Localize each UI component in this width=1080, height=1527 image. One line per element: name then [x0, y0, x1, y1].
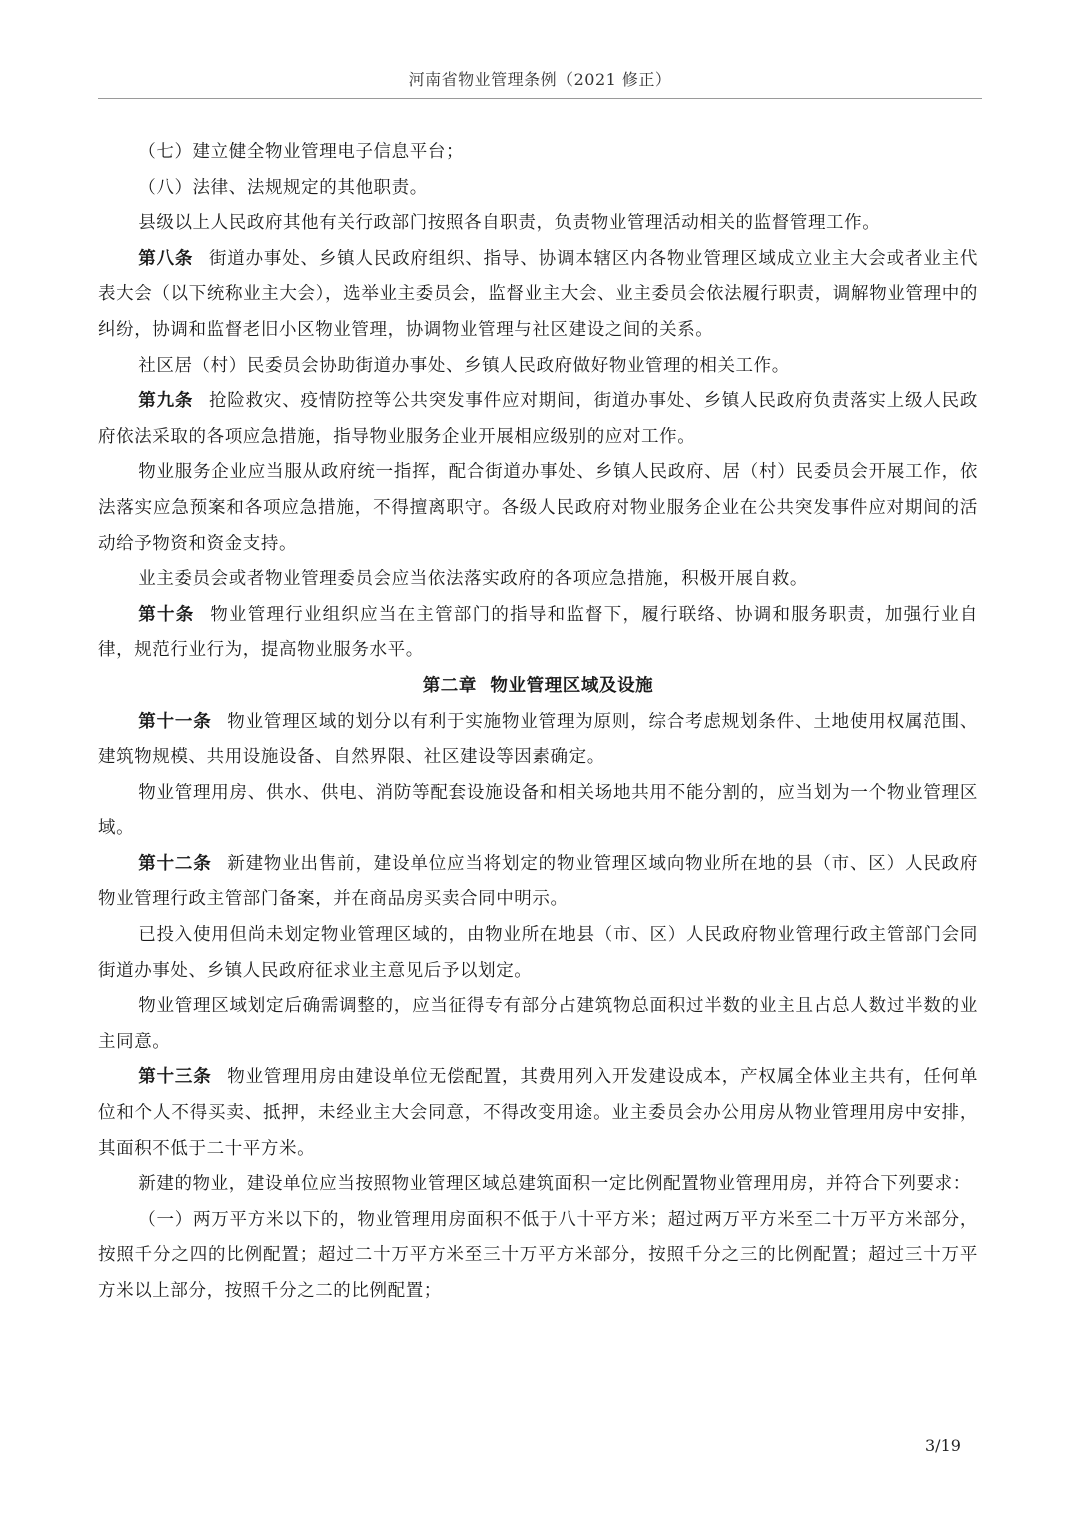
document-body	[98, 135, 978, 1310]
paragraph: 业主委员会或者物业管理委员会应当依法落实政府的各项应急措施，积极开展自救。	[138, 569, 808, 590]
paragraph: 已投入使用但尚未划定物业管理区域的，由物业所在地县（市、区）人民政府物业管理行政主管部门会同街道办事处、乡镇人民政府征求业主意见后予以划定。	[98, 925, 978, 981]
article-heading: 第十一条	[138, 711, 212, 732]
article-heading: 第八条	[138, 248, 194, 269]
article-8: 第八条 街道办事处、乡镇人民政府组织、指导、协调本辖区内各物业管理区域成立业主大会或者业主代表大会（以下统称业主大会），选举业主委员会，监督业主大会、业主委员会依法履行职责，调解物业管理中的纠纷，协调和监督老旧小区物业管理，协调物业管理与社区建设之间的关系。	[98, 248, 978, 340]
article-12: 第十二条 新建物业出售前，建设单位应当将划定的物业管理区域向物业所在地的县（市、区）人民政府物业管理行政主管部门备案，并在商品房买卖合同中明示。	[98, 853, 978, 910]
article-heading: 第九条	[138, 391, 194, 412]
page-number: 3/19	[925, 1436, 961, 1455]
paragraph: 物业服务企业应当服从政府统一指挥，配合街道办事处、乡镇人民政府、居（村）民委员会开展工作，依法落实应急预案和各项应急措施，不得擅离职守。各级人民政府对物业服务企业在公共突发事件应对期间的活动给予物资和资金支持。	[98, 462, 978, 554]
paragraph: （七）建立健全物业管理电子信息平台；	[138, 142, 465, 162]
article-10: 第十条 物业管理行业组织应当在主管部门的指导和监督下，履行联络、协调和服务职责，加强行业自律，规范行业行为，提高物业服务水平。	[98, 604, 978, 661]
paragraph: 新建的物业，建设单位应当按照物业管理区域总建筑面积一定比例配置物业管理用房，并符合下列要求：	[138, 1174, 971, 1195]
paragraph: 县级以上人民政府其他有关行政部门按照各自职责，负责物业管理活动相关的监督管理工作。	[138, 213, 881, 234]
chapter-heading: 第二章 物业管理区域及设施	[422, 675, 654, 696]
article-heading: 第十三条	[138, 1067, 212, 1088]
article-heading: 第十二条	[138, 853, 212, 874]
page-header	[98, 62, 982, 99]
paragraph: 社区居（村）民委员会协助街道办事处、乡镇人民政府做好物业管理的相关工作。	[138, 355, 790, 376]
paragraph: 物业管理区域划定后确需调整的，应当征得专有部分占建筑物总面积过半数的业主且占总人数过半数的业主同意。	[98, 996, 978, 1052]
paragraph: 物业管理用房、供水、供电、消防等配套设施设备和相关场地共用不能分割的，应当划为一个物业管理区域。	[98, 782, 978, 839]
paragraph: （八）法律、法规规定的其他职责。	[138, 177, 428, 198]
article-9: 第九条 抢险救灾、疫情防控等公共突发事件应对期间，街道办事处、乡镇人民政府负责落实上级人民政府依法采取的各项应急措施，指导物业服务企业开展相应级别的应对工作。	[98, 391, 978, 447]
article-13: 第十三条 物业管理用房由建设单位无偿配置，其费用列入开发建设成本，产权属全体业主共有，任何单位和个人不得买卖、抵押，未经业主大会同意，不得改变用途。业主委员会办公用房从物业管理用房中安排，其面积不低于二十平方米。	[98, 1067, 978, 1159]
article-heading: 第十条	[138, 604, 195, 625]
document-title: 河南省物业管理条例（2021 修正）	[408, 70, 672, 89]
article-11: 第十一条 物业管理区域的划分以有利于实施物业管理为原则，综合考虑规划条件、土地使用权属范围、建筑物规模、共用设施设备、自然界限、社区建设等因素确定。	[98, 711, 978, 768]
paragraph: （一）两万平方米以下的，物业管理用房面积不低于八十平方米；超过两万平方米至二十万平方米部分，按照千分之四的比例配置；超过二十万平方米至三十万平方米部分，按照千分之三的比例配置；超过三十万平方米以上部分，按照千分之二的比例配置；	[98, 1209, 978, 1301]
